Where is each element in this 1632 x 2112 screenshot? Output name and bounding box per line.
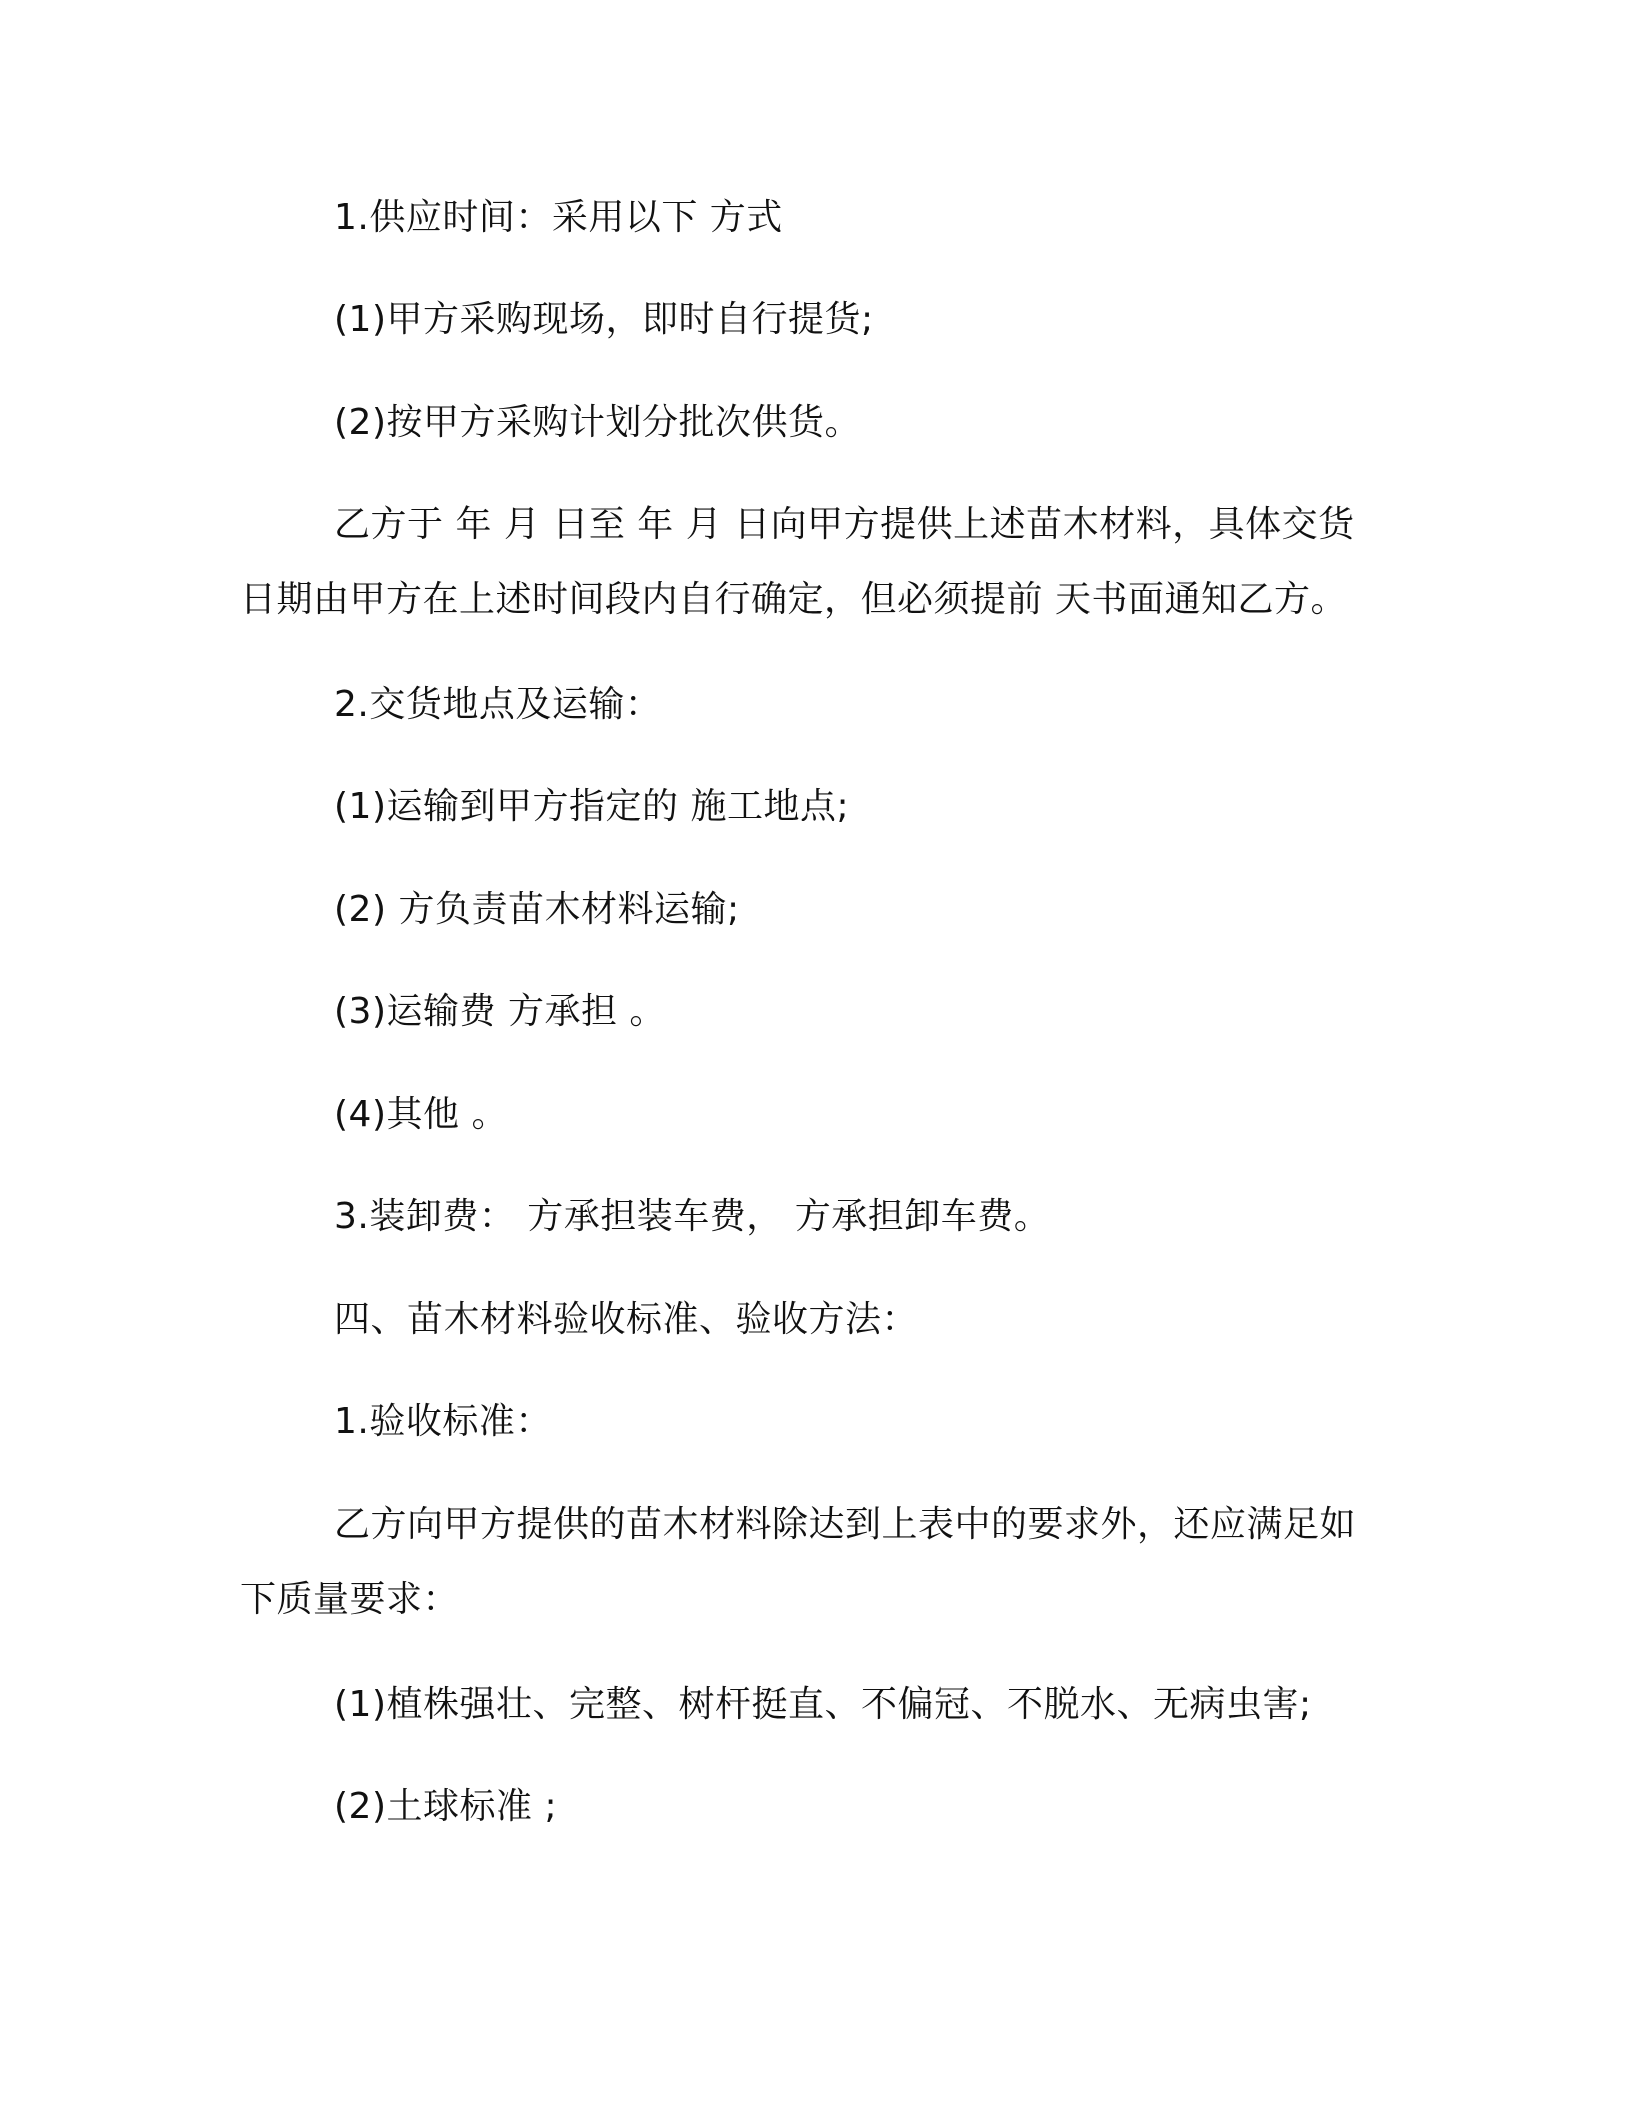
quality-requirement-1: (1)植株强壮、完整、树杆挺直、不偏冠、不脱水、无病虫害; bbox=[334, 1684, 1312, 1725]
transport-item-4: (4)其他 。 bbox=[334, 1094, 508, 1135]
loading-fee-clause: 3.装卸费： 方承担装车费， 方承担卸车费。 bbox=[334, 1196, 1051, 1237]
transport-item-2: (2) 方负责苗木材料运输; bbox=[334, 889, 740, 930]
quality-requirement-2: (2)土球标准 ; bbox=[334, 1786, 558, 1827]
supply-time-heading: 1.供应时间：采用以下 方式 bbox=[334, 197, 783, 238]
delivery-location-heading: 2.交货地点及运输： bbox=[334, 684, 662, 725]
quality-paragraph-line-1: 乙方向甲方提供的苗木材料除达到上表中的要求外，还应满足如 bbox=[334, 1504, 1357, 1545]
acceptance-standard-heading: 1.验收标准： bbox=[334, 1401, 552, 1442]
section-four-heading: 四、苗木材料验收标准、验收方法： bbox=[334, 1299, 919, 1340]
delivery-period-paragraph-line-1: 乙方于 年 月 日至 年 月 日向甲方提供上述苗木材料，具体交货 bbox=[334, 504, 1355, 545]
transport-item-3: (3)运输费 方承担 。 bbox=[334, 991, 666, 1032]
quality-paragraph-line-2: 下质量要求： bbox=[240, 1579, 460, 1620]
delivery-period-paragraph-line-2: 日期由甲方在上述时间段内自行确定，但必须提前 天书面通知乙方。 bbox=[240, 579, 1347, 620]
supply-option-1: (1)甲方采购现场，即时自行提货; bbox=[334, 299, 874, 340]
transport-item-1: (1)运输到甲方指定的 施工地点; bbox=[334, 786, 850, 827]
supply-option-2: (2)按甲方采购计划分批次供货。 bbox=[334, 402, 861, 443]
